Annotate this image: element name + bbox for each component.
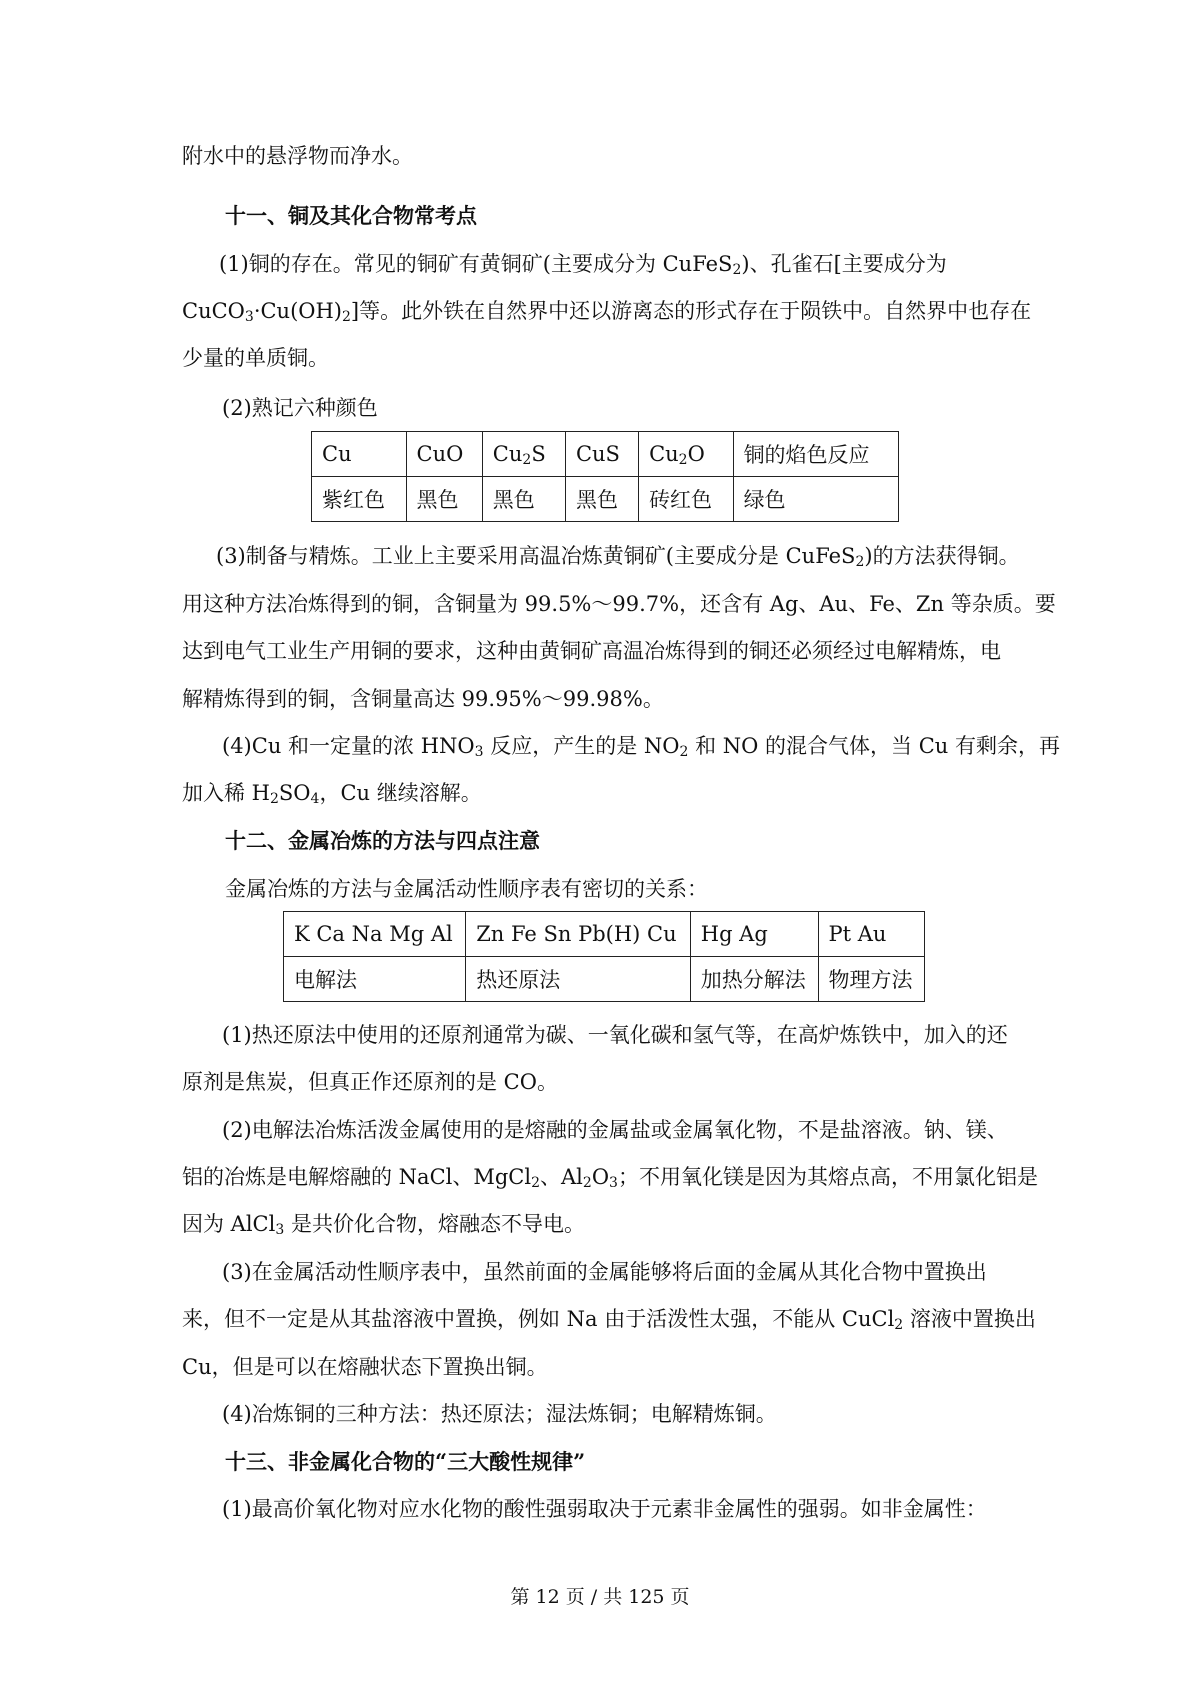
page-footer: 第 12 页 / 共 125 页 (510, 1586, 690, 1608)
subscript: 2 (679, 744, 689, 760)
line-content (182, 144, 413, 168)
table-row (312, 477, 899, 522)
text-run: (3)在金属活动性顺序表中，虽然前面的金属能够将后面的金属从其化合物中置换出 (222, 1260, 987, 1284)
text-run: 反应，产生的是 NO (483, 734, 680, 758)
table-cell (312, 477, 407, 522)
line-content (225, 877, 708, 901)
text-run: SO (278, 781, 311, 805)
text-run: 十一、铜及其化合物常考点 (225, 203, 477, 228)
table-cell (639, 477, 734, 522)
text-line-m2c (182, 1209, 585, 1239)
text-line-m1a (222, 1020, 1008, 1050)
text-run: CuS (575, 442, 620, 466)
text-line-c4b (182, 778, 482, 808)
table-cell (818, 912, 925, 957)
subscript: 3 (244, 309, 254, 325)
text-run: Hg Ag (700, 922, 768, 946)
text-run: Cu (322, 442, 352, 466)
text-run: (2)电解法冶炼活泼金属使用的是熔融的金属盐或金属氧化物，不是盐溶液。钠、镁、 (222, 1118, 1008, 1142)
line-content (225, 1449, 585, 1474)
subscript: 2 (531, 1175, 541, 1191)
line-content (225, 203, 477, 228)
text-run: 十三、非金属化合物的“三大酸性规律” (225, 1449, 586, 1474)
text-line-c3c (182, 636, 1001, 666)
table-cell (818, 957, 925, 1002)
line-content (182, 592, 1056, 616)
line-content (182, 1165, 1038, 1189)
text-run: Zn Fe Sn Pb(H) Cu (476, 922, 677, 946)
text-run: 铝的冶炼是电解熔融的 NaCl、MgCl (182, 1165, 532, 1189)
line-content (222, 1118, 1008, 1142)
text-run: 、Al (540, 1165, 583, 1189)
table-cell (565, 432, 638, 477)
table-cell (466, 957, 691, 1002)
text-run: (4)Cu 和一定量的浓 HNO (222, 734, 475, 758)
text-run: 达到电气工业生产用铜的要求，这种由黄铜矿高温冶炼得到的铜还必须经过电解精炼，电 (182, 639, 1001, 663)
table-cell (639, 432, 734, 477)
table-row (312, 432, 899, 477)
text-line-c3b (182, 589, 1056, 619)
subscript: 4 (310, 791, 320, 807)
subscript: 2 (855, 554, 865, 570)
text-run: 电解法 (294, 968, 357, 992)
copper-color-table (311, 431, 899, 522)
text-run: 金属冶炼的方法与金属活动性顺序表有密切的关系： (225, 877, 708, 901)
subscript: 2 (270, 791, 279, 807)
text-run: 热还原法 (476, 968, 561, 992)
line-content (222, 396, 378, 420)
metal-smelting-table-body (284, 912, 925, 1002)
line-content (182, 781, 482, 805)
line-content (225, 828, 540, 853)
text-run: )、孔雀石[主要成分为 (741, 252, 947, 276)
line-content (222, 1402, 777, 1426)
text-line-m3c (182, 1352, 548, 1382)
table-cell (482, 432, 565, 477)
text-run: O (687, 442, 705, 466)
text-line-m1b (182, 1067, 558, 1097)
text-run: 十二、金属冶炼的方法与四点注意 (225, 828, 540, 853)
text-run: (1)铜的存在。常见的铜矿有黄铜矿(主要成分为 CuFeS (219, 252, 733, 276)
text-run: 解精炼得到的铜，含铜量高达 99.95%～99.98%。 (182, 687, 664, 711)
text-line-m4 (222, 1399, 777, 1429)
line-content (182, 1355, 548, 1379)
line-content (219, 252, 947, 276)
text-line-c4a (222, 731, 1060, 761)
text-run: ，Cu 继续溶解。 (319, 781, 482, 805)
text-line-c3d (182, 684, 664, 714)
text-run: 绿色 (743, 488, 786, 512)
subscript: 2 (678, 452, 688, 468)
table-cell (406, 432, 482, 477)
section-heading-12 (225, 826, 540, 856)
table-cell (733, 477, 898, 522)
text-line-c1b (182, 296, 1031, 326)
text-line-m2b (182, 1162, 1038, 1192)
text-run: CuCO (182, 299, 245, 323)
text-run: K Ca Na Mg Al (294, 922, 453, 946)
table-row (284, 957, 925, 1002)
table-cell (482, 477, 565, 522)
subscript: 3 (474, 744, 484, 760)
table-cell (284, 912, 466, 957)
text-run: 加热分解法 (700, 968, 806, 992)
text-run: 少量的单质铜。 (182, 346, 329, 370)
subscript: 2 (894, 1317, 904, 1333)
text-run: 用这种方法冶炼得到的铜，含铜量为 99.5%～99.7%，还含有 Ag、Au、Fe、Zn 等杂质。要 (182, 592, 1056, 616)
table-cell (466, 912, 691, 957)
subscript: 3 (275, 1222, 285, 1238)
subscript: 2 (582, 1175, 592, 1191)
text-run: ·Cu(OH) (253, 299, 342, 323)
text-run: 黑色 (492, 488, 535, 512)
table-cell (565, 477, 638, 522)
line-content (182, 346, 329, 370)
text-run: 黑色 (575, 488, 618, 512)
text-line-p-cont (182, 141, 413, 171)
text-run: O (591, 1165, 610, 1189)
table-cell (406, 477, 482, 522)
section-heading-11 (225, 201, 477, 231)
subscript: 2 (342, 309, 351, 325)
text-run: 附水中的悬浮物而净水。 (182, 144, 413, 168)
line-content (222, 1497, 987, 1521)
line-content (182, 639, 1001, 663)
line-content (182, 687, 664, 711)
text-run: (2)熟记六种颜色 (222, 396, 378, 420)
table-cell (733, 432, 898, 477)
text-run: Cu (492, 442, 523, 466)
subscript: 2 (522, 452, 532, 468)
text-run: 溶液中置换出 (903, 1307, 1036, 1331)
text-run: )的方法获得铜。 (864, 544, 1020, 568)
table-row (284, 912, 925, 957)
table-cell (312, 432, 407, 477)
text-line-c1a (219, 249, 947, 279)
line-content (216, 544, 1020, 568)
text-run: 原剂是焦炭，但真正作还原剂的是 CO。 (182, 1070, 558, 1094)
line-content (182, 1307, 1036, 1331)
line-content (222, 1260, 987, 1284)
text-run: 是共价化合物，熔融态不导电。 (284, 1212, 585, 1236)
text-run: Pt Au (828, 922, 887, 946)
text-run: 紫红色 (322, 488, 385, 512)
text-line-m0 (225, 874, 708, 904)
text-run: 物理方法 (828, 968, 913, 992)
text-run: Cu (649, 442, 679, 466)
text-line-n1 (222, 1494, 987, 1524)
text-run: 和 NO 的混合气体，当 Cu 有剩余，再 (688, 734, 1060, 758)
section-heading-13 (225, 1447, 585, 1477)
text-run: ]等。此外铁在自然界中还以游离态的形式存在于陨铁中。自然界中也存在 (350, 299, 1032, 323)
copper-color-table-body (312, 432, 899, 522)
table-cell (690, 957, 818, 1002)
text-run: S (531, 442, 546, 466)
metal-smelting-table (283, 911, 925, 1002)
text-run: 因为 AlCl (182, 1212, 276, 1236)
text-line-c1c (182, 343, 329, 373)
text-run: (3)制备与精炼。工业上主要采用高温冶炼黄铜矿(主要成分是 CuFeS (216, 544, 856, 568)
line-content (222, 1023, 1008, 1047)
text-run: (1)热还原法中使用的还原剂通常为碳、一氧化碳和氢气等，在高炉炼铁中，加入的还 (222, 1023, 1008, 1047)
text-line-m3a (222, 1257, 987, 1287)
text-run: 黑色 (416, 488, 459, 512)
text-line-m2a (222, 1115, 1008, 1145)
line-content (182, 299, 1031, 323)
text-run: (1)最高价氧化物对应水化物的酸性强弱取决于元素非金属性的强弱。如非金属性： (222, 1497, 987, 1521)
text-run: 铜的焰色反应 (743, 443, 870, 467)
table-cell (284, 957, 466, 1002)
line-content (182, 1070, 558, 1094)
text-run: CuO (416, 442, 464, 466)
text-run: 加入稀 H (182, 781, 270, 805)
line-content (182, 1212, 585, 1236)
text-run: 来，但不一定是从其盐溶液中置换，例如 Na 由于活泼性太强，不能从 CuCl (182, 1307, 895, 1331)
text-run: Cu，但是可以在熔融状态下置换出铜。 (182, 1355, 548, 1379)
text-line-c3a (216, 541, 1020, 571)
subscript: 2 (732, 262, 742, 278)
text-run: 砖红色 (649, 488, 713, 512)
text-line-c2 (222, 393, 378, 423)
line-content (222, 734, 1060, 758)
text-run: ；不用氧化镁是因为其熔点高，不用氯化铝是 (617, 1165, 1038, 1189)
text-line-m3b (182, 1304, 1036, 1334)
subscript: 3 (609, 1175, 618, 1191)
text-run: (4)冶炼铜的三种方法：热还原法；湿法炼铜；电解精炼铜。 (222, 1402, 777, 1426)
table-cell (690, 912, 818, 957)
